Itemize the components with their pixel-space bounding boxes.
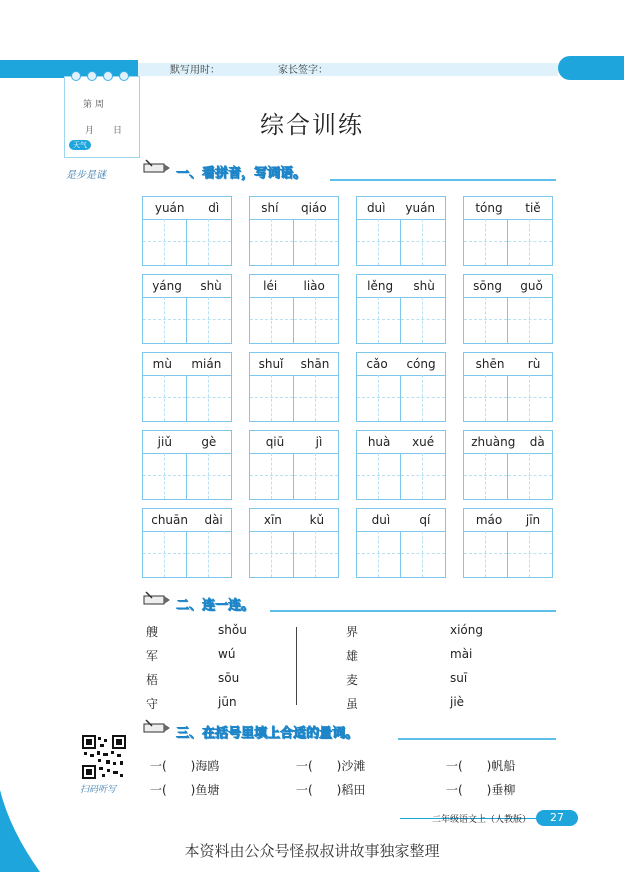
qr-code-icon <box>82 735 126 779</box>
pinyin-row <box>464 353 552 376</box>
pinyin-syllable: yuán <box>154 201 185 215</box>
word-cell <box>249 352 339 422</box>
pinyin-syllable: cǎo <box>366 357 388 371</box>
match-divider <box>296 627 297 705</box>
writing-box[interactable] <box>187 219 231 265</box>
pinyin-syllable: shuǐ <box>258 357 284 371</box>
writing-box[interactable] <box>250 297 294 343</box>
ring-icon <box>87 71 97 81</box>
pinyin-syllable: guǒ <box>520 279 543 293</box>
pinyin-syllable: shí <box>261 201 279 215</box>
left-pinyin-1: shǒu <box>218 623 247 637</box>
left-char-1: 艘 <box>146 625 159 639</box>
left-pinyin-2: wú <box>218 647 236 661</box>
word-cell <box>463 196 553 266</box>
right-pinyin-3: suī <box>450 671 468 685</box>
word-cell <box>463 274 553 344</box>
writing-box[interactable] <box>187 531 231 577</box>
pinyin-row <box>464 275 552 298</box>
pinyin-row <box>250 275 338 298</box>
book-label: 二年级语文上（人教版） <box>432 815 532 825</box>
pinyin-syllable: duì <box>371 513 391 527</box>
fill-item-5: 一( )稻田 <box>296 783 366 797</box>
writing-box[interactable] <box>464 297 508 343</box>
writing-box[interactable] <box>401 219 445 265</box>
word-cell <box>142 430 232 500</box>
ring-icon <box>119 71 129 81</box>
pinyin-row <box>357 431 445 454</box>
writing-box[interactable] <box>508 531 552 577</box>
section2-title: 二、连一连。 <box>176 598 255 613</box>
writing-box[interactable] <box>143 219 187 265</box>
pinyin-syllable: sōng <box>473 279 502 293</box>
calendar-badge: 天气 <box>69 140 91 150</box>
header-bar-right <box>558 56 624 80</box>
pinyin-row <box>250 431 338 454</box>
writing-box[interactable] <box>357 453 401 499</box>
pinyin-syllable: xué <box>412 435 435 449</box>
word-cell <box>356 274 446 344</box>
pinyin-syllable: qí <box>419 513 431 527</box>
side-label: 是步是谜 <box>66 170 106 181</box>
writing-box[interactable] <box>401 531 445 577</box>
pinyin-row <box>250 197 338 220</box>
left-char-2: 军 <box>146 649 159 663</box>
page-title: 综合训练 <box>260 111 364 139</box>
writing-box[interactable] <box>250 453 294 499</box>
page-number: 27 <box>536 810 578 826</box>
word-cell <box>142 508 232 578</box>
fill-item-4: 一( )鱼塘 <box>150 783 220 797</box>
word-cell <box>463 430 553 500</box>
word-cell <box>356 430 446 500</box>
footer-note: 本资料由公众号怪叔叔讲故事独家整理 <box>184 842 440 860</box>
ring-icon <box>103 71 113 81</box>
word-cell <box>463 508 553 578</box>
fill-item-6: 一( )垂柳 <box>446 783 516 797</box>
pinyin-syllable: jīn <box>525 513 541 527</box>
left-pinyin-3: sōu <box>218 671 240 685</box>
word-cell <box>356 352 446 422</box>
pencil-icon <box>142 590 172 608</box>
pinyin-syllable: shān <box>300 357 330 371</box>
sign-label: 家长签字： <box>278 65 328 76</box>
writing-box[interactable] <box>143 375 187 421</box>
writing-box[interactable] <box>250 375 294 421</box>
pinyin-syllable: chuān <box>151 513 188 527</box>
pinyin-syllable: kǔ <box>309 513 325 527</box>
writing-box[interactable] <box>464 375 508 421</box>
writing-box[interactable] <box>294 375 338 421</box>
writing-box[interactable] <box>357 297 401 343</box>
pinyin-syllable: mù <box>152 357 172 371</box>
right-char-4: 虽 <box>346 697 359 711</box>
pinyin-syllable: zhuàng <box>471 435 516 449</box>
pinyin-grid <box>142 196 556 576</box>
pinyin-syllable: léi <box>263 279 278 293</box>
writing-box[interactable] <box>401 453 445 499</box>
pinyin-row <box>357 509 445 532</box>
pinyin-row <box>464 197 552 220</box>
pinyin-row <box>250 509 338 532</box>
pinyin-row <box>143 353 231 376</box>
pinyin-syllable: gè <box>201 435 217 449</box>
pinyin-row <box>357 275 445 298</box>
pinyin-row <box>143 197 231 220</box>
writing-box[interactable] <box>357 531 401 577</box>
writing-box[interactable] <box>143 453 187 499</box>
ring-icon <box>71 71 81 81</box>
pencil-icon <box>142 158 172 176</box>
pinyin-syllable: rù <box>527 357 541 371</box>
pinyin-syllable: dà <box>529 435 545 449</box>
writing-box[interactable] <box>143 531 187 577</box>
writing-box[interactable] <box>401 297 445 343</box>
pinyin-syllable: shù <box>413 279 435 293</box>
pinyin-syllable: tiě <box>525 201 541 215</box>
qr-label: 扫码听写 <box>80 785 117 795</box>
right-char-3: 麦 <box>346 673 359 687</box>
left-char-4: 守 <box>146 697 159 711</box>
pinyin-syllable: yáng <box>152 279 182 293</box>
right-pinyin-2: mài <box>450 647 473 661</box>
pinyin-syllable: shēn <box>475 357 505 371</box>
pinyin-syllable: shù <box>200 279 222 293</box>
fill-item-2: 一( )沙滩 <box>296 759 366 773</box>
pinyin-syllable: dì <box>208 201 220 215</box>
left-pinyin-4: jūn <box>218 695 237 709</box>
pinyin-row <box>250 353 338 376</box>
writing-box[interactable] <box>464 453 508 499</box>
section1-title: 一、看拼音，写词语。 <box>176 166 307 181</box>
word-cell <box>142 274 232 344</box>
writing-box[interactable] <box>508 297 552 343</box>
pinyin-row <box>143 275 231 298</box>
pinyin-syllable: máo <box>475 513 503 527</box>
word-cell <box>356 196 446 266</box>
calendar-week: 第 周 <box>83 100 104 110</box>
writing-box[interactable] <box>508 219 552 265</box>
word-cell <box>142 352 232 422</box>
writing-box[interactable] <box>187 375 231 421</box>
right-pinyin-4: jiè <box>450 695 465 709</box>
pinyin-syllable: duì <box>366 201 386 215</box>
writing-box[interactable] <box>401 375 445 421</box>
word-cell <box>249 274 339 344</box>
section1-line <box>330 179 556 181</box>
writing-box[interactable] <box>250 531 294 577</box>
section3-line <box>398 738 556 740</box>
pinyin-syllable: huà <box>367 435 391 449</box>
pinyin-syllable: jì <box>315 435 323 449</box>
writing-box[interactable] <box>464 531 508 577</box>
pinyin-syllable: yuán <box>405 201 436 215</box>
section3-title: 三、在括号里填上合适的量词。 <box>176 726 359 741</box>
section2-line <box>270 610 556 612</box>
pinyin-syllable: cóng <box>406 357 436 371</box>
right-char-2: 雄 <box>346 649 359 663</box>
writing-box[interactable] <box>187 297 231 343</box>
pinyin-syllable: liào <box>303 279 325 293</box>
writing-box[interactable] <box>464 219 508 265</box>
time-label: 默写用时： <box>170 65 220 76</box>
pinyin-syllable: dài <box>204 513 223 527</box>
word-cell <box>249 508 339 578</box>
word-cell <box>249 430 339 500</box>
pinyin-syllable: lěng <box>367 279 394 293</box>
calendar-day: 日 <box>113 126 123 136</box>
word-cell <box>142 196 232 266</box>
writing-box[interactable] <box>143 297 187 343</box>
pinyin-row <box>464 431 552 454</box>
word-cell <box>356 508 446 578</box>
word-cell <box>463 352 553 422</box>
word-cell <box>249 196 339 266</box>
pinyin-row <box>143 509 231 532</box>
pinyin-syllable: xīn <box>263 513 282 527</box>
writing-box[interactable] <box>508 453 552 499</box>
pinyin-row <box>464 509 552 532</box>
writing-box[interactable] <box>187 453 231 499</box>
calendar-month: 月 <box>85 126 95 136</box>
fill-item-1: 一( )海鸥 <box>150 759 220 773</box>
pinyin-row <box>143 431 231 454</box>
writing-box[interactable] <box>294 219 338 265</box>
pinyin-syllable: mián <box>191 357 222 371</box>
writing-box[interactable] <box>357 219 401 265</box>
writing-box[interactable] <box>294 531 338 577</box>
writing-box[interactable] <box>250 219 294 265</box>
pinyin-syllable: qiáo <box>301 201 327 215</box>
writing-box[interactable] <box>294 297 338 343</box>
writing-box[interactable] <box>357 375 401 421</box>
right-pinyin-1: xióng <box>450 623 483 637</box>
writing-box[interactable] <box>294 453 338 499</box>
writing-box[interactable] <box>508 375 552 421</box>
right-char-1: 界 <box>346 625 359 639</box>
pinyin-syllable: tóng <box>475 201 503 215</box>
left-char-3: 梧 <box>146 673 159 687</box>
pinyin-syllable: qiū <box>265 435 285 449</box>
pinyin-syllable: jiǔ <box>157 435 172 449</box>
pinyin-row <box>357 353 445 376</box>
pencil-icon <box>142 718 172 736</box>
pinyin-row <box>357 197 445 220</box>
fill-item-3: 一( )帆船 <box>446 759 516 773</box>
